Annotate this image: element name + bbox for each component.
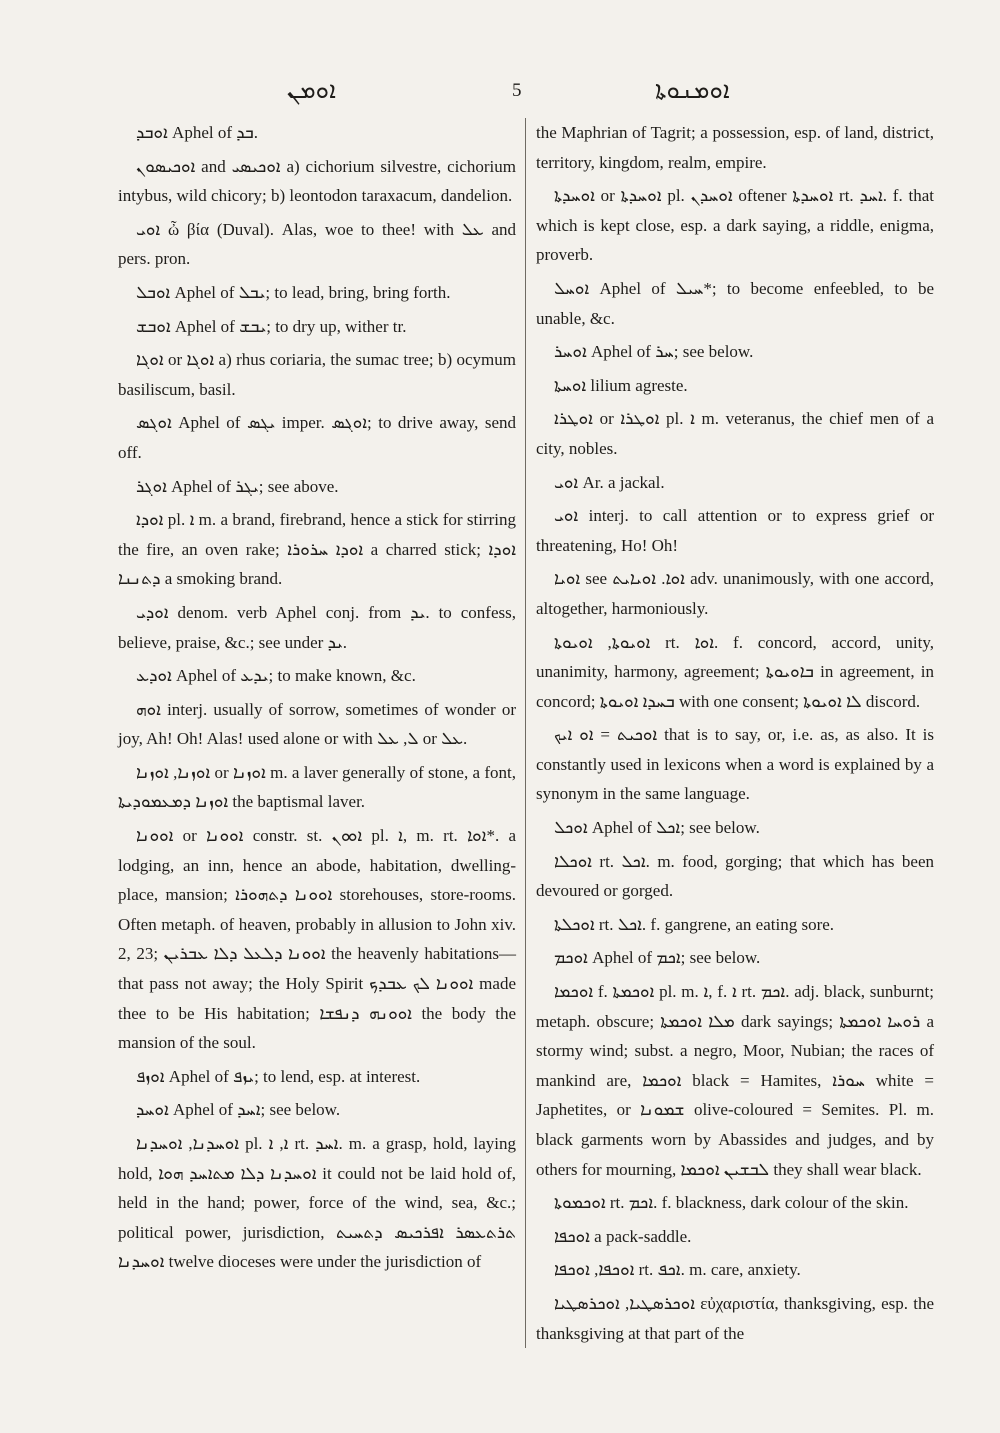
dictionary-entry: ܐܘܝ Ar. a jackal. (554, 472, 665, 492)
dictionary-entry: ܐܘܟܠܬܐ rt. ܐܟܠ. f. gangrene, an eating sore. (554, 914, 835, 934)
dictionary-entry: ܐܘܟܝܬ = ܐܘ ܐܝܟ that is to say, or, i.e. as, as also. It is constantly used in lexicons when a word is explained by a synonym in the same language. (536, 725, 934, 804)
dictionary-entry: ܐܘܓܪ Aphel of ܝܓܪ; see above. (136, 476, 339, 496)
dictionary-entry: ܐܘܚܬܐ lilium agreste. (554, 375, 688, 395)
dictionary-entry: ܐܘܘܢܐ or ܐܘܘܢܐ constr. st. ܐܘܘܢ pl. ܐ, m. rt. ܐܘܐ*. a lodging, an inn, hence an abode, habitation, dwelling-place, mansion; ܐܘܘܢܐ ܕܬܗܘܪܐ storehouses, store-rooms. Often metaph. of heaven, probably in allusion to John xiv. 2, 23; ܐܘܘܢܐ ܕܠܥܠ ܕܠܐ ܥܒܪܝܢ the heavenly habitations—that pass not away; the Holy Spirit ܐܘܘܢܐ ܠܟ ܥܒܕܟ made thee to be His habitation; ܐܘܘܢܗ ܕܢܦܫܐ the body the mansion of the soul. (118, 826, 517, 1053)
running-head-right: ܐܘܡܢܘܬܐ (655, 78, 730, 104)
dictionary-entry: ܐܘܚܪ Aphel of ܚܪ; see below. (554, 342, 754, 362)
dictionary-entry: ܐܘܟܡܘܬܐ rt. ܐܟܡ. f. blackness, dark colour of the skin. (554, 1193, 909, 1213)
dictionary-entry: ܐܘܕܐ pl. ܐ m. a brand, firebrand, hence a stick for stirring the fire, an oven rake; ܐܘܕܐ ܚܪܘܪܐ a charred stick; ܐܘܕܐ ܕܬܢܢܐ a smoking brand. (118, 510, 516, 589)
dictionary-entry: ܐܘܟܦܐ, ܐܘܟܦܐ rt. ܐܟܦ. m. care, anxiety. (554, 1260, 801, 1280)
dictionary-entry: ܐܘܒܕ Aphel of ܒܕ. (136, 123, 259, 142)
dictionary-entry: ܐܘܕܝ denom. verb Aphel conj. from ܝܕ. to confess, believe, praise, &c.; see under ܝܕ. (118, 602, 516, 652)
dictionary-entry: ܐܘܟܠܐ rt. ܐܟܠ. m. food, gorging; that which has been devoured or gorged. (536, 851, 934, 901)
running-head-left: ܐܘܡܢ (287, 78, 336, 104)
left-column (118, 118, 516, 1281)
dictionary-entry: ܐܘܟܦܐ a pack-saddle. (554, 1226, 692, 1246)
column-divider (525, 118, 526, 1348)
dictionary-entry: ܐܘܟܡ Aphel of ܐܟܡ; see below. (554, 948, 761, 968)
dictionary-entry: ܐܘܟܪܣܛܝܐ, ܐܘܟܪܣܛܝܐ εὐχαριστία, thanksgiving, esp. the thanksgiving at that part of the (536, 1293, 934, 1343)
dictionary-entry: ܐܘܙܦ Aphel of ܝܙܦ; to lend, esp. at interest. (136, 1066, 421, 1086)
dictionary-entry: ܐܘܙܢܐ, ܐܘܙܢܐ or ܐܘܙܢܐ m. a laver generally of stone, a font, ܐܘܙܢܐ ܕܡܥܡܘܕܝܬܐ the baptismal laver. (118, 762, 516, 812)
dictionary-entry: ܐܘܚܕ Aphel of ܐܚܕ; see below. (136, 1100, 341, 1120)
dictionary-entry: ܐܘܛܪܐ or ܐܘܛܪܐ pl. ܐ m. veteranus, the chief men of a city, nobles. (536, 409, 934, 458)
dictionary-entry: ܐܘܕܥ Aphel of ܝܕܥ; to make known, &c. (136, 666, 416, 686)
right-column (536, 118, 934, 1352)
dictionary-entry: ܐܘܝ ὦ βία (Duval). Alas, woe to thee! with ܥܠ and pers. pron. (118, 219, 516, 269)
dictionary-entry: ܐܘܟܠ Aphel of ܐܟܠ; see below. (554, 818, 760, 838)
dictionary-entry: the Maphrian of Tagrit; a possession, esp. of land, district, territory, kingdom, realm, empire. (536, 123, 934, 172)
page-number: 5 (512, 80, 522, 101)
dictionary-entry: ܐܘܒܠ Aphel of ܝܒܠ; to lead, bring, bring forth. (136, 282, 451, 302)
dictionary-entry: ܐܘܝܘܬܐ, ܐܘܝܘܬܐ rt. ܐܘܐ. f. concord, accord, unity, unanimity, harmony, agreement; ܒܐܘܝܘܬܐ in agreement, in concord; ܒܚܕܐ ܐܘܝܘܬܐ with one consent; ܠܐ ܐܘܝܘܬܐ discord. (536, 632, 934, 711)
running-head (0, 78, 1000, 108)
dictionary-entry: ܐܘܝܐ see ܐܘܐ. ܐܘܝܐܝܬ adv. unanimously, with one accord, altogether, harmoniously. (536, 569, 934, 618)
dictionary-entry: ܐܘܓܣ Aphel of ܝܓܣ imper. ܐܘܓܣ; to drive away, send off. (118, 413, 516, 462)
dictionary-entry: ܐܘܓܐ or ܐܘܓܐ a) rhus coriaria, the sumac tree; b) ocymum basiliscum, basil. (118, 350, 516, 399)
dictionary-entry: ܐܘܗ interj. usually of sorrow, sometimes of wonder or joy, Ah! Oh! Alas! used alone or with ܠ, ܥܠ or ܥܠ. (118, 699, 516, 749)
dictionary-entry: ܐܘܟܡܐ f. ܐܘܟܡܬܐ pl. m. ܐ, f. ܐ rt. ܐܟܡ. adj. black, sunburnt; metaph. obscure; ܡܠܐ ܐܘܟܡܬܐ dark sayings; ܪܘܚܐ ܐܘܟܡܬܐ a stormy wind; subst. a negro, Moor, Nubian; the races of mankind are, ܐܘܟܡܐ black = Hamites, ܚܘܪܐ white = Japhetites, or ܫܡܘܢܐ olive-coloured = Semites. Pl. m. black garments worn by Abassides and judges, and by others for mourning, ܠܒܫܝܢ ܐܘܟܡܐ they shall wear black. (536, 982, 935, 1179)
dictionary-entry: ܐܘܒܫ Aphel of ܝܒܫ; to dry up, wither tr. (136, 316, 407, 336)
dictionary-entry: ܐܘܚܠ Aphel of ܚܝܠ*; to become enfeebled, to be unable, &c. (536, 278, 934, 328)
dictionary-entry: ܐܘܚܕܬܐ or ܐܘܚܕܬܐ pl. ܐܘܚܕܢ oftener ܐܘܚܕܬܐ rt. ܐܚܕ. f. that which is kept close, esp. a dark saying, a riddle, enigma, proverb. (536, 186, 934, 265)
dictionary-entry: ܐܘܚܕܢܐ, ܐܘܚܕܢܐ pl. ܐ, ܐ rt. ܐܚܕ. m. a grasp, hold, laying hold, ܐܘܚܕܢܐ ܕܠܐ ܡܬܐܚܕ ܗܘܐ it could not be laid hold of, held in the hand; power, force of the wind, sea, &c.; political power, jurisdiction, ܬܪܬܥܣܪ ܐܦܪܟܝܣ ܕܬܚܝܬ ܐܘܚܕܢܐ twelve dioceses were under the jurisdiction of (118, 1134, 516, 1272)
dictionary-entry: ܐܘܟܝܣܘܢ and ܐܘܟܝܣܝ a) cichorium silvestre, cichorium intybus, wild chicory; b) leontodon taraxacum, dandelion. (118, 156, 517, 206)
dictionary-entry: ܐܘܝ interj. to call attention or to express grief or threatening, Ho! Oh! (536, 506, 934, 555)
